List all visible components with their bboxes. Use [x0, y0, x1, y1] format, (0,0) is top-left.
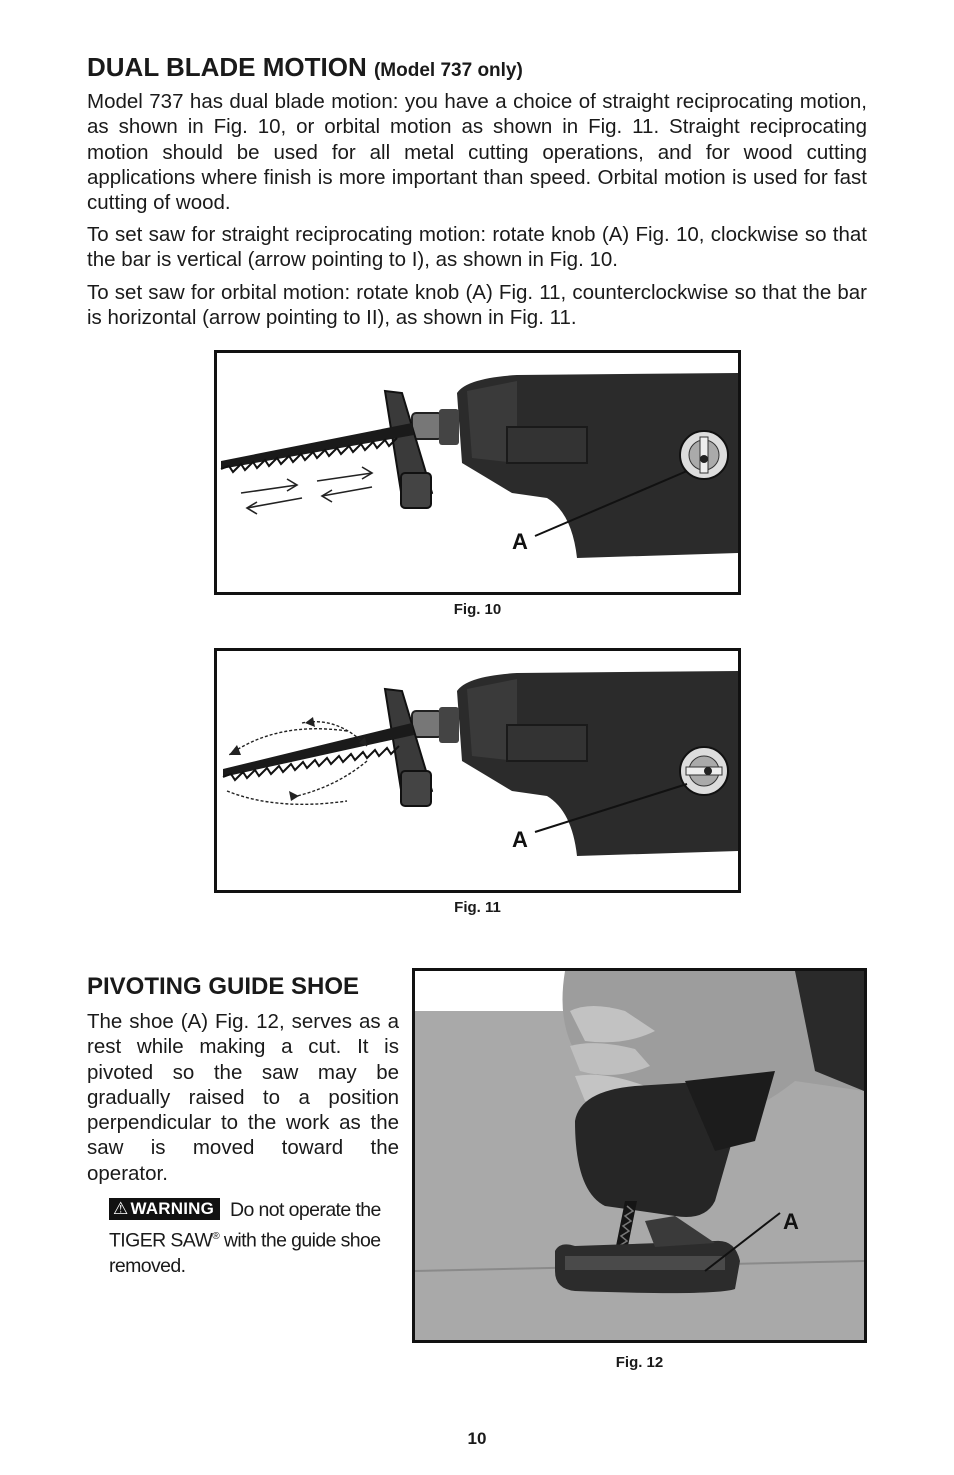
saw-orbital-motion-illustration: [217, 651, 738, 890]
section-title-text: DUAL BLADE MOTION: [87, 52, 367, 82]
warning-badge: [109, 1198, 220, 1220]
paragraph-orbital-setting: To set saw for orbital motion: rotate knob (A) Fig. 11, counterclockwise so that the bar is horizontal (arrow pointing to II), as shown in Fig. 11.: [87, 281, 867, 330]
figure-12-guide-shoe-photo: [412, 968, 867, 1343]
warning-note: [109, 1198, 399, 1279]
saw-straight-motion-illustration: [217, 353, 738, 592]
section-title-pivoting-guide-shoe: PIVOTING GUIDE SHOE: [87, 973, 360, 1000]
figure-11-caption: Fig. 11: [454, 899, 501, 916]
paragraph-straight-setting: To set saw for straight reciprocating motion: rotate knob (A) Fig. 10, clockwise so that the bar is vertical (arrow pointing to I), as shown in Fig. 10.: [87, 223, 867, 272]
figure-10-straight-motion: [214, 350, 741, 595]
paragraph-guide-shoe: The shoe (A) Fig. 12, serves as a rest while making a cut. It is pivoted so the saw may be gradually raised to a position perpendicular to the work as the saw is moved toward the operator.: [87, 1010, 399, 1185]
figure-10-caption: Fig. 10: [453, 601, 502, 618]
figure-12-label-a: A: [783, 1209, 799, 1234]
warning-badge-text: WARNING: [130, 1199, 215, 1218]
guide-shoe-photo-illustration: [415, 971, 864, 1340]
section-title-dual-blade-motion: [87, 52, 877, 86]
page-number: 10: [467, 1429, 487, 1448]
figure-12-caption: Fig. 12: [615, 1354, 664, 1371]
registered-mark: ®: [212, 1230, 220, 1242]
warning-text-1: Do not operate the TIGER SAW: [109, 1199, 381, 1251]
warning-triangle-icon: ⚠: [113, 1199, 129, 1218]
figure-10-label-a: A: [512, 529, 528, 554]
paragraph-dual-motion-intro: Model 737 has dual blade motion: you have a choice of straight reciprocating motion, as shown in Fig. 10, or orbital motion as shown in Fig. 11. Straight reciprocating motion should be used for all metal cutting operations, and for wood cutting applications where finish is more important than speed. Orbital motion is used for fast cutting of wood.: [87, 90, 867, 215]
figure-11-label-a: A: [512, 827, 528, 852]
section-title-note: (Model 737 only): [373, 60, 523, 81]
warning-text-2: with the guide shoe removed.: [109, 1229, 381, 1277]
figure-11-orbital-motion: [214, 648, 741, 893]
